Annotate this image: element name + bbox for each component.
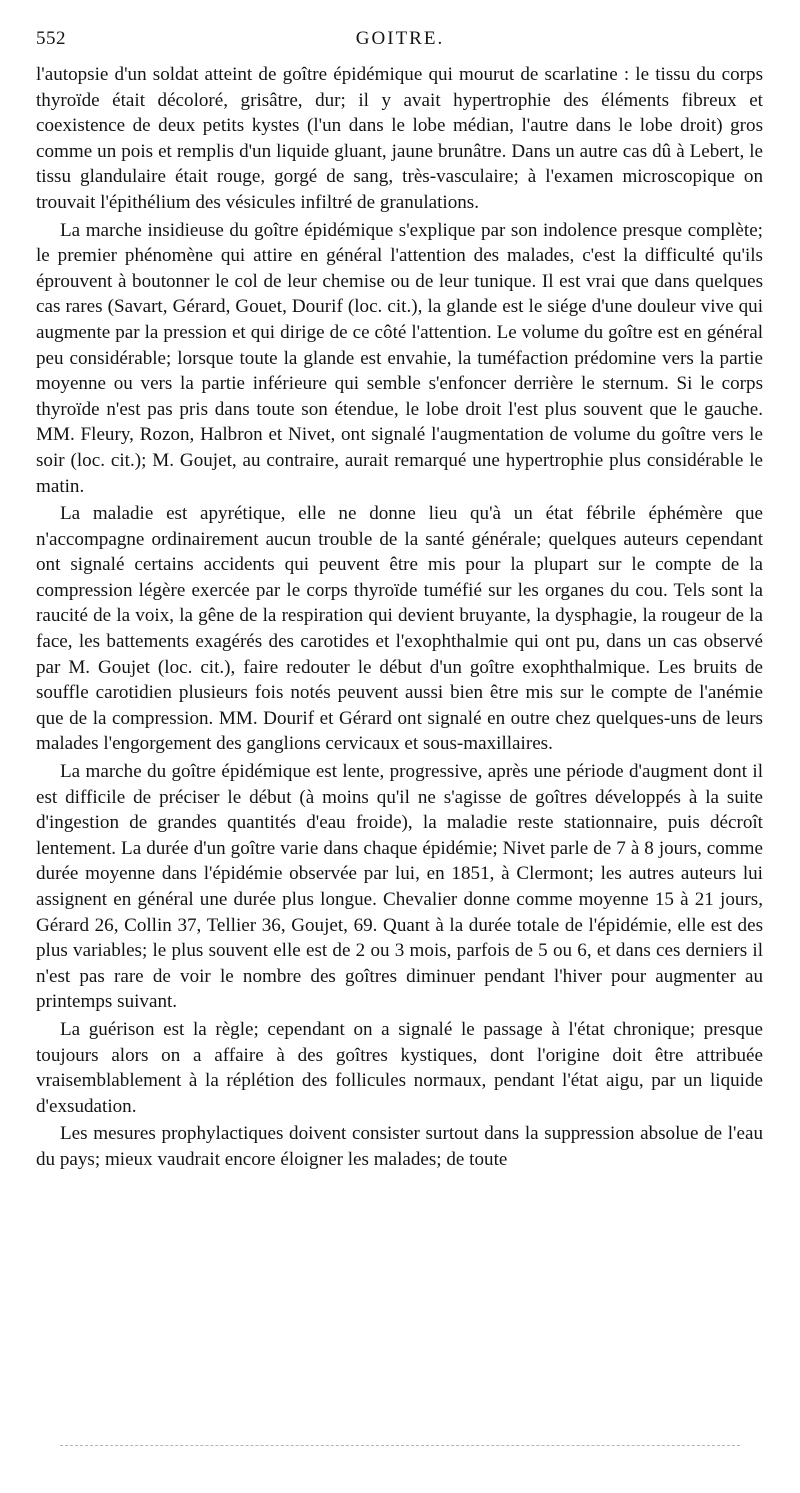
running-title: GOITRE.	[355, 28, 445, 49]
page-header	[36, 28, 764, 56]
paragraph-guerison: La guérison est la règle; cependant on a signalé le passage à l'état chronique; presque toujours alors on a affaire à des goîtres kystiques, dont l'origine doit être attribuée vraisemblablement à la réplétion des follicules normaux, pendant l'état aigu, par un liquide d'exsudation.	[36, 1018, 763, 1117]
paragraph-prophylaxie: Les mesures prophylactiques doivent consister surtout dans la suppression absolue de l'eau du pays; mieux vaudrait encore éloigner les malades; de toute	[36, 1123, 763, 1170]
paragraph-duree: La marche du goître épidémique est lente, progressive, après une période d'augment dont il est difficile de préciser le début (à moins qu'il ne s'agisse de goîtres développés à la suite d'ingestion de grandes quantités d'eau froide), la maladie reste stationnaire, puis décroît lentement. La durée d'un goître varie dans chaque épidémie; Nivet parle de 7 à 8 jours, comme durée moyenne dans l'épidémie observée par lui, en 1851, à Clermont; les autres auteurs lui assignent en général une durée plus longue. Chevalier donne comme moyenne 15 à 21 jours, Gérard 26, Collin 37, Tellier 36, Goujet, 69. Quant à la durée totale de l'épidémie, elle est des plus variables; le plus souvent elle est de 2 ou 3 mois, parfois de 5 ou 6, et dans ces derniers il n'est pas rare de voir le nombre des goîtres diminuer pendant l'hiver pour augmenter au printemps suivant.	[36, 761, 763, 1013]
page-bottom-rule	[60, 1445, 740, 1446]
paragraph-autopsy: l'autopsie d'un soldat atteint de goître épidémique qui mourut de scarlatine : le tissu du corps thyroïde était décoloré, grisâtre, dur; il y avait hypertrophie des éléments fibreux et coexistence de deux petits kystes (l'un dans le lobe médian, l'autre dans le lobe droit) gros comme un pois et remplis d'un liquide gluant, jaune brunâtre. Dans un autre cas dû à Lebert, le tissu glandulaire était rouge, gorgé de sang, très-vasculaire; à l'examen microscopique on trouvait l'épithélium des vésicules infiltré de granulations.	[36, 64, 763, 213]
paragraph-marche-insidieuse: La marche insidieuse du goître épidémique s'explique par son indolence presque complète; le premier phénomène qui attire en général l'attention des malades, c'est la difficulté qu'ils éprouvent à boutonner le col de leur chemise ou de leur tunique. Il est vrai que dans quelques cas rares (Savart, Gérard, Gouet, Dourif (loc. cit.), la glande est le siége d'une douleur vive qui augmente par la pression et qui dirige de ce côté l'attention. Le volume du goître est en général peu considérable; lorsque toute la glande est envahie, la tuméfaction prédomine vers la partie moyenne ou vers la partie inférieure qui semble s'enfoncer derrière le sternum. Si le corps thyroïde n'est pas pris dans toute son étendue, le lobe droit l'est plus souvent que le gauche. MM. Fleury, Rozon, Halbron et Nivet, ont signalé l'augmentation de volume du goître vers le soir (loc. cit.); M. Goujet, au contraire, aurait remarqué une hypertrophie plus considérable le matin.	[36, 219, 763, 497]
paragraph-apyretique: La maladie est apyrétique, elle ne donne lieu qu'à un état fébrile éphémère que n'accompagne ordinairement aucun trouble de la santé générale; quelques auteurs cependant ont signalé certains accidents qui peuvent être mis pour la plupart sur le compte de la compression légère exercée par le corps thyroïde tuméfié sur les organes du cou. Tels sont la raucité de la voix, la gêne de la respiration qui devient bruyante, la dysphagie, la rougeur de la face, les battements exagérés des carotides et l'exophthalmie qui ont pu, dans un cas observé par M. Goujet (loc. cit.), faire redouter le début d'un goître exophthalmique. Les bruits de souffle carotidien plusieurs fois notés peuvent aussi bien être mis sur le compte de l'anémie que de la compression. MM. Dourif et Gérard ont signalé en outre chez quelques-uns de leurs malades l'engorgement des ganglions cervicaux et sous-maxillaires.	[36, 503, 763, 755]
body-text	[36, 62, 763, 1173]
page-number: 552	[36, 28, 66, 49]
